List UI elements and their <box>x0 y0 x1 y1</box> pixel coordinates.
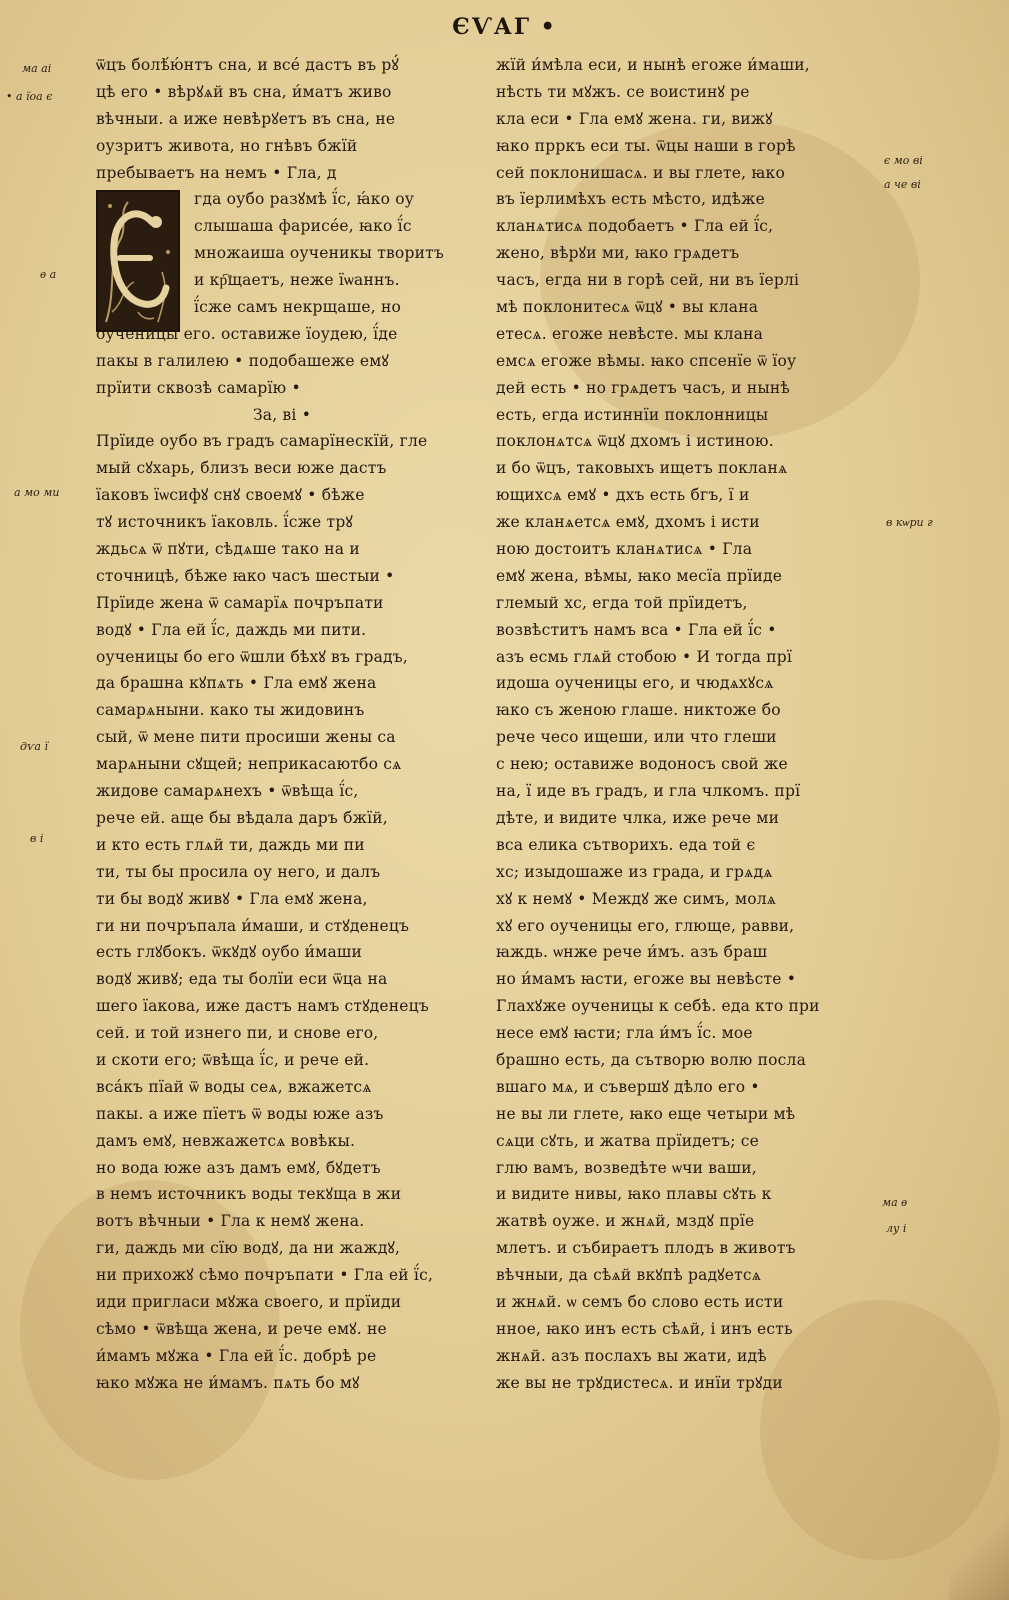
text-line: брашно есть, да сътворю волю посла <box>496 1050 807 1069</box>
text-line: жнѧй. азъ послахъ вы жати, идѣ <box>496 1346 767 1365</box>
text-line: сей. и той изнего пи, и снове его, <box>96 1024 379 1043</box>
margin-note: в і <box>30 832 44 845</box>
text-line: возвѣститъ намъ вса • Гла ей ї́с • <box>496 620 777 639</box>
text-line: пребываетъ на немъ • Гла, д <box>96 163 337 182</box>
text-line: Прїиде оубо въ градъ самарїнескїй, гле <box>96 432 428 451</box>
margin-note: а мо ми <box>14 486 60 499</box>
text-line: млетъ. и събираетъ плодъ в животъ <box>496 1239 796 1258</box>
text-line: вса елика сътворихъ. еда той є <box>496 835 756 854</box>
text-line: вшаго мѧ, и съвершꙋ дѣло его • <box>496 1077 760 1096</box>
text-line: глю вамъ, возведѣте ѡчи ваши, <box>496 1158 757 1177</box>
text-line: и кр҇щаетъ, неже їѡаннъ. <box>194 271 400 290</box>
margin-note: ѳ а <box>40 268 57 281</box>
margin-note: • а їоа є <box>6 90 53 103</box>
text-line: слышаша фарисе́е, ꙗко ї́с <box>194 217 412 236</box>
text-line: сточницѣ, бѣже ꙗко часъ шестыи • <box>96 566 395 585</box>
text-line: сѣмо • ѿвѣща жена, и рече емꙋ. не <box>96 1319 387 1338</box>
text-line: хс; изыдошаже из града, и грѧдѧ <box>496 862 773 881</box>
margin-note: в кѡри г <box>886 516 933 529</box>
text-line: емꙋ жена, вѣмы, ꙗко месїа прїиде <box>496 566 783 585</box>
text-line: дѣте, и видите члка, иже рече ми <box>496 808 780 827</box>
text-line: ꙗко мꙋжа не и́мамъ. пѧть бо мꙋ <box>96 1373 360 1392</box>
right-text-column <box>496 52 870 1472</box>
text-line: азъ есмь глѧй стобою • И тогда прї <box>496 647 793 666</box>
text-line: ни прихожꙋ сѣмо почръпати • Гла ей ї́с, <box>96 1266 434 1285</box>
text-line: вѣчныи, да сѣѧй вкꙋпѣ радꙋетсѧ <box>496 1266 762 1285</box>
margin-note: лу і <box>886 1222 907 1235</box>
text-line: иди пригласи мꙋжа своего, и прїиди <box>96 1292 402 1311</box>
text-line: же вы не трꙋдистесѧ. и инїи трꙋди <box>496 1373 783 1392</box>
text-line: ги ни почръпала и́маши, и стꙋденецъ <box>96 916 410 935</box>
text-line: но и́мамъ ꙗсти, егоже вы невѣсте • <box>496 970 797 989</box>
text-line: їаковъ їѡсифꙋ снꙋ своемꙋ • бѣже <box>96 486 365 505</box>
text-line: ꙗко прркъ еси ты. ѿцы наши в горѣ <box>496 136 796 155</box>
text-line: и́мамъ мꙋжа • Гла ей ї́с. добрѣ ре <box>96 1346 377 1365</box>
text-line: нное, ꙗко инъ есть сѣѧй, і инъ есть <box>496 1319 793 1338</box>
text-line: нѣсть ти мꙋжъ. се воистинꙋ ре <box>496 82 750 101</box>
text-line: въ їерлимѣхъ есть мѣсто, идѣже <box>496 190 765 209</box>
text-line: хꙋ к немꙋ • Междꙋ же симъ, молѧ <box>496 889 777 908</box>
text-line: вѣчныи. а иже невѣрꙋетъ въ сна, не <box>96 109 396 128</box>
text-line: и бо ѿцъ, таковыхъ ищетъ покланѧ <box>496 459 788 478</box>
text-line: жатвѣ оуже. и жнѧй, мздꙋ прїе <box>496 1212 755 1231</box>
text-line: же кланѧетсѧ емꙋ, дхомъ і исти <box>496 513 760 532</box>
text-line: с нею; оставиже водоносъ свой же <box>496 755 788 774</box>
text-line: ꙗко съ женою глаше. никтоже бо <box>496 701 781 720</box>
text-line: ї́сже самъ некрщаше, но <box>194 298 402 317</box>
text-line: За, ві • <box>252 405 312 424</box>
text-line: жїй и́мѣла еси, и нынѣ егоже и́маши, <box>496 56 810 74</box>
text-line: ги, даждь ми сїю водꙋ, да ни жаждꙋ, <box>96 1239 401 1258</box>
text-line: мый сꙋхарь, близъ веси юже дастъ <box>96 459 387 478</box>
text-line: и скоти его; ѿвѣща ї́с, и рече ей. <box>96 1050 370 1069</box>
text-line: оученицы бо его ѿшли бѣхꙋ въ градъ, <box>96 647 408 666</box>
text-line: но вода юже азъ дамъ емꙋ, бꙋдетъ <box>96 1158 381 1177</box>
text-line: емсѧ егоже вѣмы. ꙗко спсенїе ѿ їоу <box>496 351 797 370</box>
running-header: ЄѴАГ • <box>452 14 557 40</box>
text-line: дамъ емꙋ, невжажетсѧ вовѣкы. <box>96 1131 356 1150</box>
text-line: и кто есть глѧй ти, даждь ми пи <box>96 835 365 854</box>
margin-note: ма ѳ <box>882 1196 908 1209</box>
text-line: мѣ поклонитесѧ ѿцꙋ • вы клана <box>496 298 759 317</box>
text-line: да брашна кꙋпѧть • Гла емꙋ жена <box>96 674 377 693</box>
text-line: несе емꙋ ꙗсти; гла и́мъ ї́с. мое <box>496 1024 753 1043</box>
margin-note: а че ві <box>884 178 921 191</box>
text-line: водꙋ • Гла ей ї́с, даждь ми пити. <box>96 620 367 639</box>
text-line: цѣ его • вѣрꙋѧй въ сна, и́матъ живо <box>96 82 392 101</box>
text-line: ющихсѧ емꙋ • дхъ есть бгъ, ї и <box>496 486 750 505</box>
text-line: рече ей. аще бы вѣдала даръ бжїй, <box>96 808 388 827</box>
text-line: поклонѧтсѧ ѿцꙋ дхомъ і истиною. <box>496 432 774 451</box>
text-line: кланѧтисѧ подобаетъ • Гла ей ї́с, <box>496 217 774 236</box>
text-line: самарѧныни. како ты жидовинъ <box>96 701 365 720</box>
text-line: кла еси • Гла емꙋ жена. ги, вижꙋ <box>496 109 773 128</box>
text-line: сей поклонишасѧ. и вы глете, ꙗко <box>496 163 785 182</box>
margin-note: ма аі <box>22 62 52 75</box>
text-line: дей есть • но грѧдетъ часъ, и нынѣ <box>496 378 790 397</box>
text-line: множаиша оученикы творитъ <box>194 244 444 263</box>
text-line: есть, егда истиннїи поклонницы <box>496 405 769 424</box>
text-line: Глахꙋже оученицы к себѣ. еда кто при <box>496 997 820 1016</box>
text-line: ꙗждь. ѡнже рече и́мъ. азъ браш <box>496 943 768 962</box>
text-line: ною достоитъ кланѧтисѧ • Гла <box>496 540 753 559</box>
text-line: водꙋ живꙋ; еда ты болїи еси ѿца на <box>96 970 388 989</box>
text-line: оученицы его. оставиже їоудею, ї́де <box>96 324 398 343</box>
text-line: тꙋ источникъ їаковль. ї́сже трꙋ <box>96 513 353 532</box>
text-line: в немъ источникъ воды текꙋща в жи <box>96 1185 402 1204</box>
text-line: и жнѧй. ѡ семъ бо слово есть исти <box>496 1292 784 1311</box>
text-line: пакы. а иже пїетъ ѿ воды юже азъ <box>96 1104 384 1123</box>
text-line: сѧци сꙋть, и жатва прїидетъ; се <box>496 1131 759 1150</box>
text-line: часъ, егда ни в горѣ сей, ни въ їерлі <box>496 271 800 290</box>
text-line: шего їакова, иже дастъ намъ стꙋденецъ <box>96 997 429 1016</box>
text-line: сый, ѿ мене пити просиши жены са <box>96 728 396 747</box>
text-line: пакы в галилею • подобашеже емꙋ <box>96 351 389 370</box>
left-text-column <box>96 52 468 1472</box>
margin-note: є мо ві <box>884 154 923 167</box>
text-line: рече чесо ищеши, или что глеши <box>496 728 777 747</box>
page-corner <box>949 1510 1009 1600</box>
text-line: марѧныни сꙋщей; неприкасаютбо сѧ <box>96 755 402 774</box>
text-line: идоша оученицы его, и чюдѧхꙋсѧ <box>496 674 774 693</box>
text-line: не вы ли глете, ꙗко еще четыри мѣ <box>496 1104 796 1123</box>
text-line: ждьсѧ ѿ пꙋти, сѣдѧше тако на и <box>96 540 360 559</box>
text-line: жидове самарѧнехъ • ѿвѣща ї́с, <box>96 782 359 801</box>
text-line: ти бы водꙋ живꙋ • Гла емꙋ жена, <box>96 889 368 908</box>
text-line: ѿцъ болѣ́ю́нтъ сна, и все́ дастъ въ рꙋ́ <box>96 56 400 74</box>
text-line: и видите нивы, ꙗко плавы сꙋть к <box>496 1185 772 1204</box>
text-line: прїити сквозѣ самарїю • <box>96 378 301 397</box>
text-line: жено, вѣрꙋи ми, ꙗко грѧдетъ <box>496 244 740 263</box>
text-line: гда оубо разꙋмѣ ї́с, ꙗ́ко оу <box>194 190 415 209</box>
text-line: вотъ вѣчныи • Гла к немꙋ жена. <box>96 1212 365 1231</box>
margin-note: дѵа ї <box>20 740 49 753</box>
text-line: Прїиде жена ѿ самарїѧ почръпати <box>96 593 384 612</box>
text-line: оузритъ живота, но гнѣвъ бжїй <box>96 136 358 155</box>
text-line: есть глꙋбокъ. ѿкꙋдꙋ оубо и́маши <box>96 943 363 962</box>
text-line: вса́къ пїай ѿ воды сеѧ, вжажетсѧ <box>96 1077 372 1096</box>
text-line: етесѧ. егоже невѣсте. мы клана <box>496 324 764 343</box>
text-line: хꙋ его оученицы его, глюще, равви, <box>496 916 795 935</box>
text-line: глемый хс, егда той прїидетъ, <box>496 593 748 612</box>
text-line: ти, ты бы просила оу него, и далъ <box>96 862 381 881</box>
text-line: на, ї иде въ градъ, и гла члкомъ. прї <box>496 782 801 801</box>
